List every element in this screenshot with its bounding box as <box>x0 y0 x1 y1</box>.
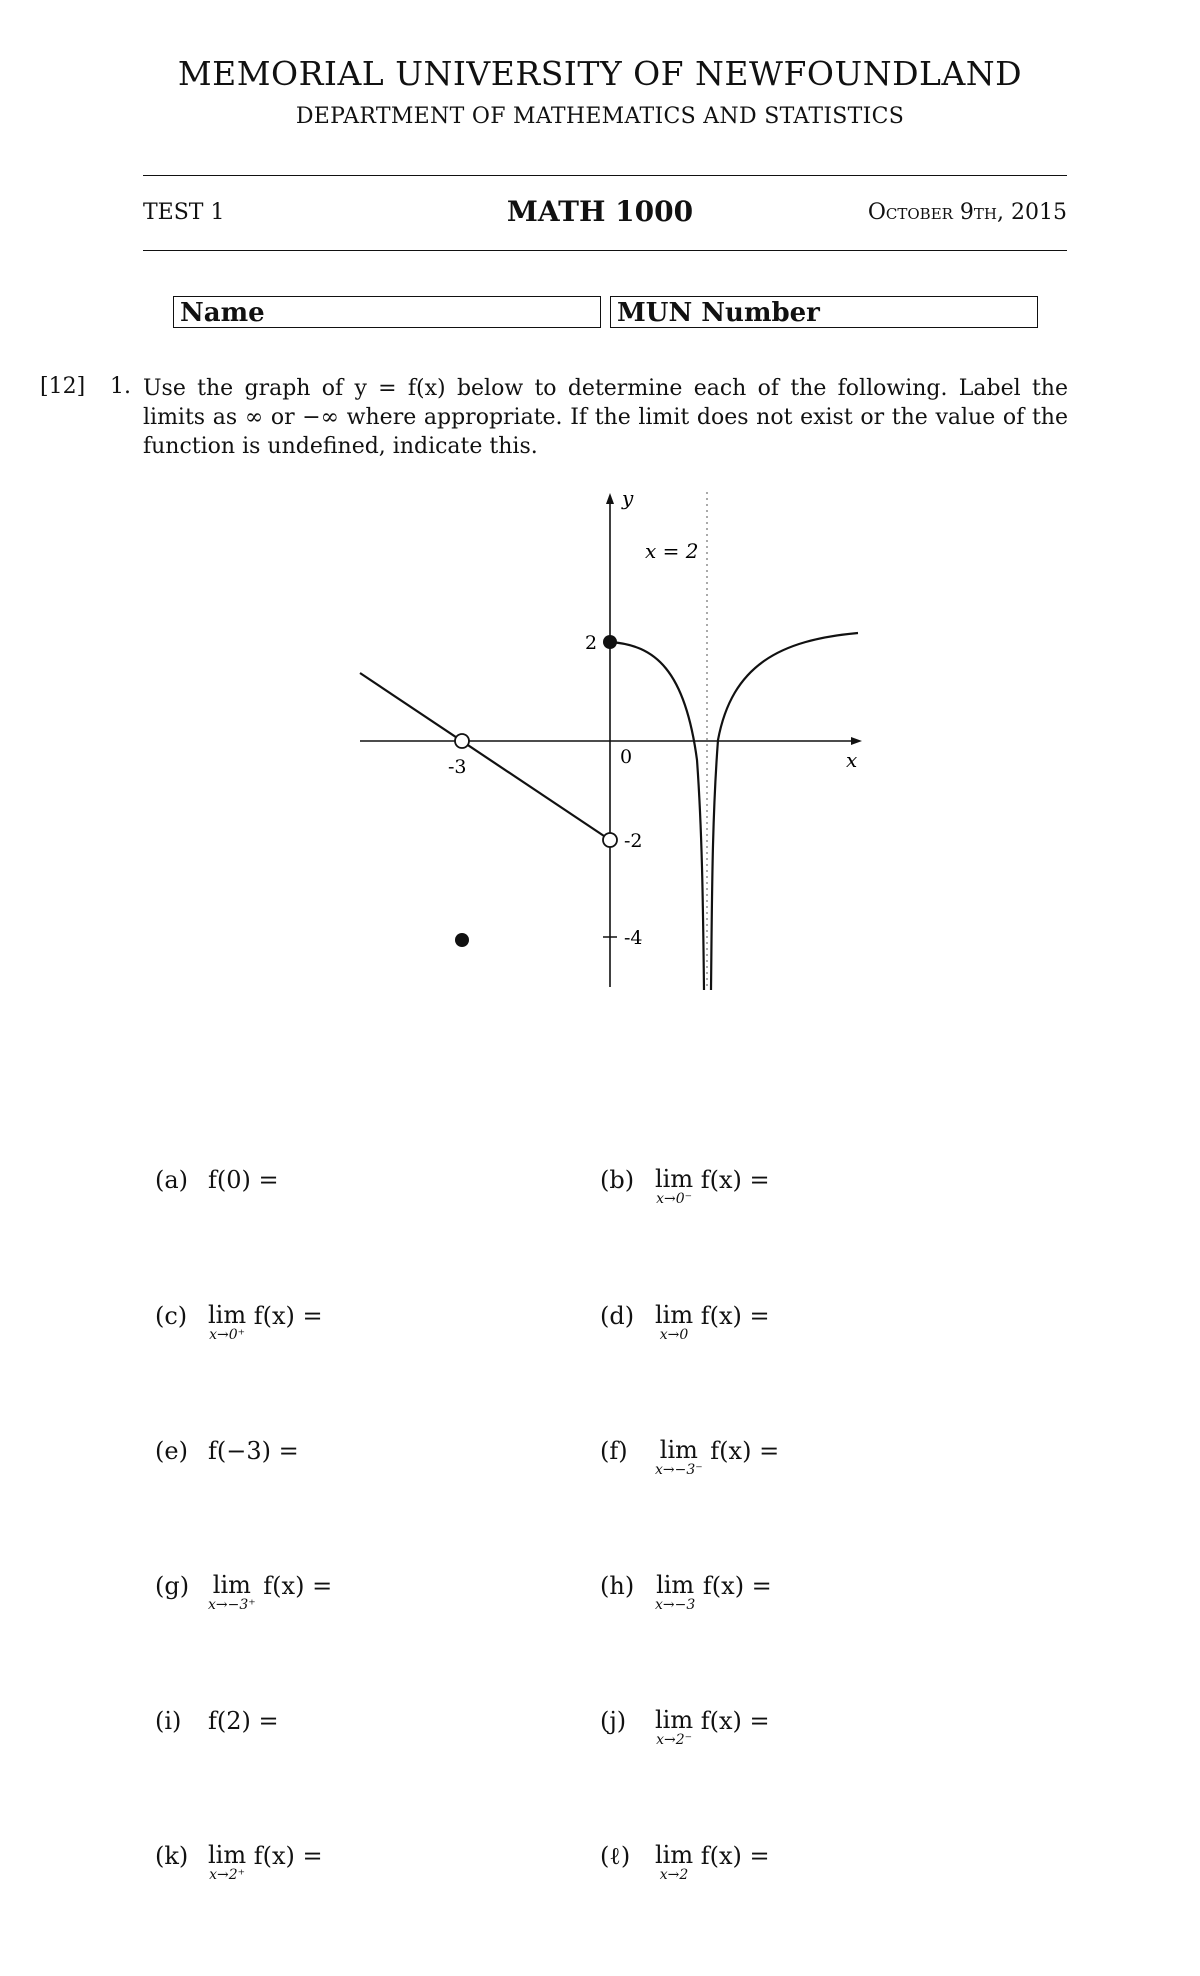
lim-word: lim <box>655 1301 694 1329</box>
lim-subscript: x→−3⁻ <box>655 1462 703 1478</box>
part-label: (ℓ) <box>600 1842 631 1870</box>
x-axis-arrow <box>851 737 862 745</box>
lim-subscript: x→0⁻ <box>656 1191 693 1207</box>
part-label: (a) <box>155 1166 189 1194</box>
lim-word: lim <box>655 1706 694 1734</box>
lim-subscript: x→2⁺ <box>209 1867 246 1883</box>
tick-label-neg3: -3 <box>448 756 467 778</box>
part-expression: f(x) = <box>702 1572 772 1600</box>
lim-word: lim <box>659 1436 698 1464</box>
exam-date: October 9th, 2015 <box>867 200 1067 225</box>
part-expression: f(x) = <box>700 1707 770 1735</box>
part-label: (k) <box>155 1842 189 1870</box>
lim-subscript: x→0 <box>659 1327 689 1343</box>
x-axis-label: x <box>846 748 858 772</box>
lim-word: lim <box>208 1301 247 1329</box>
part-label: (g) <box>155 1572 190 1600</box>
lim-word: lim <box>208 1841 247 1869</box>
part-label: (h) <box>600 1572 635 1600</box>
name-field[interactable]: Name <box>173 296 601 328</box>
question-number: 1. <box>110 374 131 399</box>
lim-subscript: x→−3 <box>655 1597 696 1613</box>
lim-word: lim <box>655 1841 694 1869</box>
part-expression: f(x) = <box>263 1572 333 1600</box>
part-expression: f(x) = <box>710 1437 780 1465</box>
part-expression: f(x) = <box>253 1302 323 1330</box>
open-point-0-neg2 <box>603 833 617 847</box>
lim-word: lim <box>656 1571 695 1599</box>
part-label: (i) <box>155 1707 182 1735</box>
tick-label-neg2: -2 <box>624 830 643 852</box>
part-expression: f(x) = <box>700 1842 770 1870</box>
question-marks: [12] <box>40 374 86 399</box>
department-title: DEPARTMENT OF MATHEMATICS AND STATISTICS <box>295 104 905 129</box>
lim-subscript: x→2⁻ <box>656 1732 693 1748</box>
university-title: MEMORIAL UNIVERSITY OF NEWFOUNDLAND <box>177 54 1023 93</box>
part-label: (d) <box>600 1302 635 1330</box>
lim-subscript: x→0⁺ <box>209 1327 246 1343</box>
part-expression: f(2) = <box>208 1707 279 1735</box>
part-label: (c) <box>155 1302 188 1330</box>
tick-label-neg4: -4 <box>624 927 643 949</box>
lim-word: lim <box>212 1571 251 1599</box>
y-axis-label: y <box>622 486 634 510</box>
asymptote-label: x = 2 <box>645 539 699 563</box>
question-prompt: Use the graph of y = f(x) below to determine each of the following. Label the limits as ∞ or −∞ where appropriate. If the limit does not exist or the value of the function is undefined, indicate this. <box>143 376 1068 459</box>
mun-number-field[interactable]: MUN Number <box>610 296 1038 328</box>
part-expression: f(x) = <box>253 1842 323 1870</box>
curve-right-branch <box>711 633 858 990</box>
open-point-neg3-0 <box>455 734 469 748</box>
course-title: MATH 1000 <box>506 195 694 228</box>
part-expression: f(x) = <box>700 1166 770 1194</box>
part-expression: f(−3) = <box>208 1437 299 1465</box>
filled-point-0-2 <box>603 635 617 649</box>
tick-label-0: 0 <box>620 746 633 768</box>
filled-point-neg3-neg4 <box>455 933 469 947</box>
part-label: (e) <box>155 1437 188 1465</box>
tick-label-2: 2 <box>585 632 598 654</box>
part-expression: f(x) = <box>700 1302 770 1330</box>
lim-subscript: x→2 <box>659 1867 689 1883</box>
part-label: (b) <box>600 1166 635 1194</box>
part-label: (f) <box>600 1437 628 1465</box>
lim-word: lim <box>655 1165 694 1193</box>
linear-segment <box>360 673 610 840</box>
lim-subscript: x→−3⁺ <box>208 1597 256 1613</box>
part-label: (j) <box>600 1707 627 1735</box>
y-axis-arrow <box>606 493 614 504</box>
test-label: TEST 1 <box>143 200 225 225</box>
part-expression: f(0) = <box>208 1166 279 1194</box>
